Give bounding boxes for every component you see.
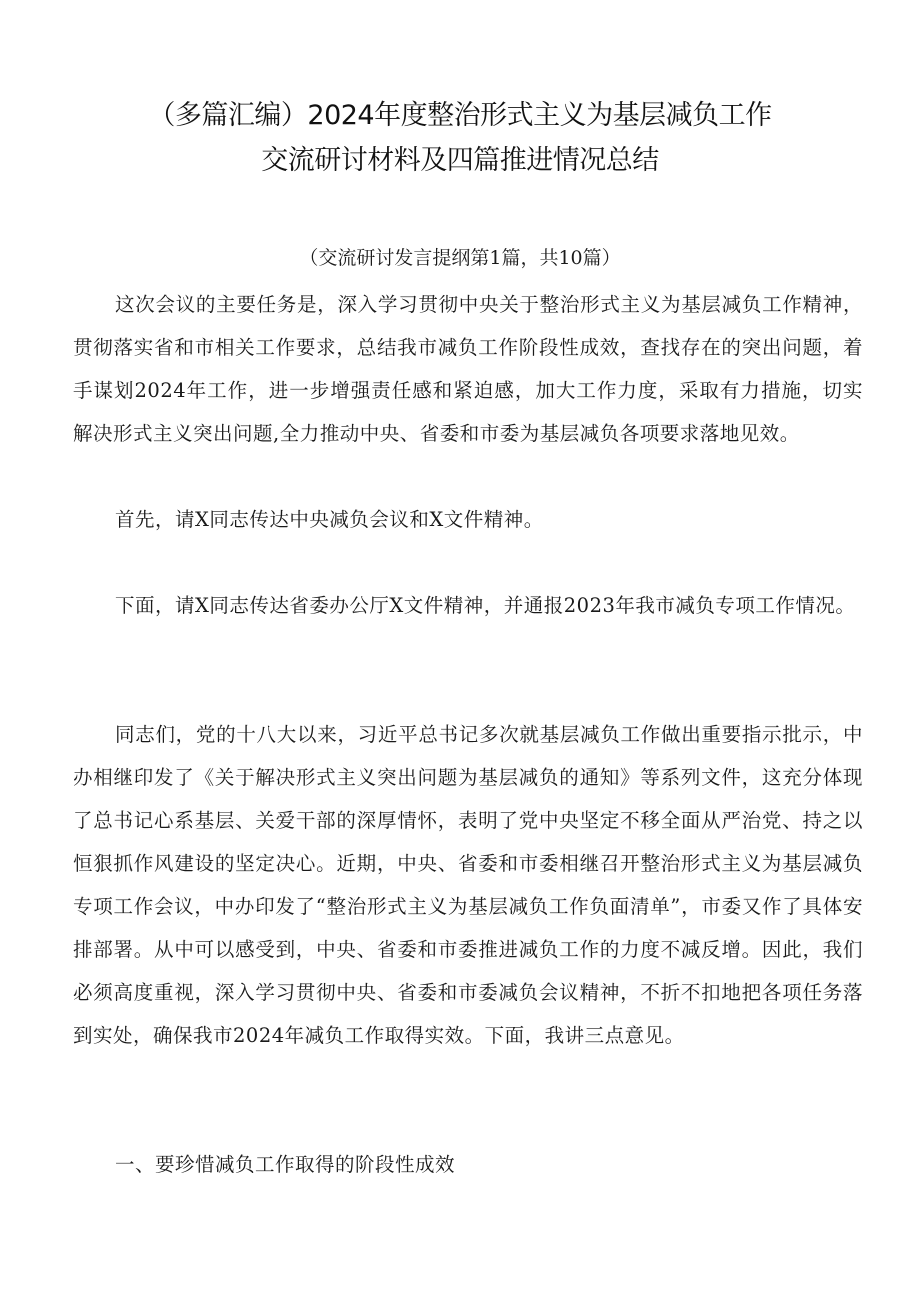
paragraph-first-agenda: 首先，请X同志传达中央减负会议和X文件精神。: [115, 508, 544, 531]
document-title-line-1: （多篇汇编）2024年度整治形式主义为基层减负工作: [148, 100, 772, 131]
paragraph-second-agenda: 下面，请X同志传达省委办公厅X文件精神，并通报2023年我市减负专项工作情况。: [115, 594, 856, 617]
paragraph-meeting-tasks: 这次会议的主要任务是，深入学习贯彻中央关于整治形式主义为基层减负工作精神，贯彻落实省和市相关工作要求，总结我市减负工作阶段性成效，查找存在的突出问题，着手谋划2024年工作，进一步增强责任感和紧迫感，加大工作力度，采取有力措施，切实解决形式主义突出问题,全力推动中央、省委和市委为基层减负各项要求落地见效。: [73, 293, 863, 445]
paragraph-speech-body: 同志们，党的十八大以来，习近平总书记多次就基层减负工作做出重要指示批示，中办相继印发了《关于解决形式主义突出问题为基层减负的通知》等系列文件，这充分体现了总书记心系基层、关爱干部的深厚情怀，表明了党中央坚定不移全面从严治党、持之以恒狠抓作风建设的坚定决心。近期，中央、省委和市委相继召开整治形式主义为基层减负专项工作会议，中办印发了“整治形式主义为基层减负工作负面清单”，市委又作了具体安排部署。从中可以感受到，中央、省委和市委推进减负工作的力度不减反增。因此，我们必须高度重视，深入学习贯彻中央、省委和市委减负会议精神，不折不扣地把各项任务落到实处，确保我市2024年减负工作取得实效。下面，我讲三点意见。: [73, 723, 863, 1047]
document-subtitle: （交流研讨发言提纲第1篇，共10篇）: [299, 247, 621, 269]
section-heading-1: 一、要珍惜减负工作取得的阶段性成效: [115, 1153, 456, 1176]
document-title-line-2: 交流研讨材料及四篇推进情况总结: [261, 145, 659, 176]
